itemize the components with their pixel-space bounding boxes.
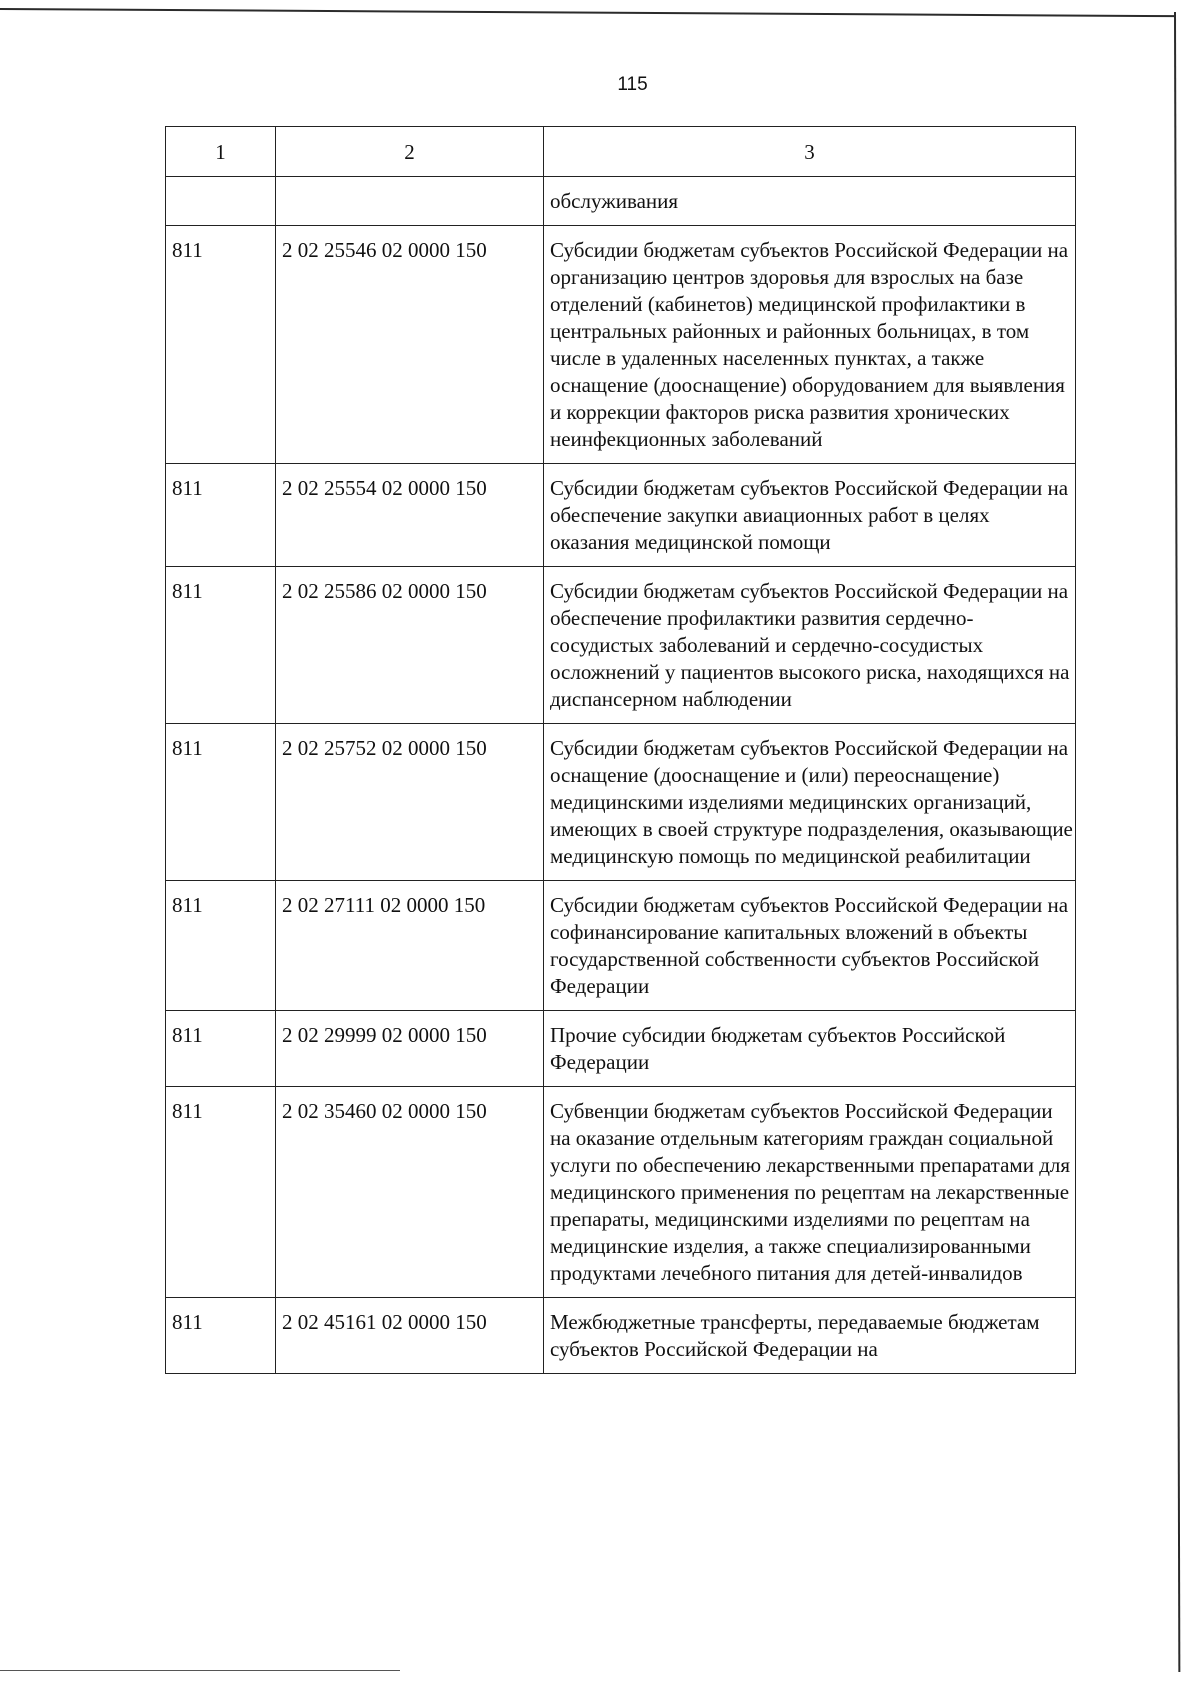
budget-code-cell: 2 02 29999 02 0000 150 [276,1011,544,1087]
admin-code-cell: 811 [166,1087,276,1298]
table-row [166,226,1076,464]
description-cell: Субсидии бюджетам субъектов Российской Федерации на оснащение (дооснащение и (или) переоснащение) медицинскими изделиями медицинских организаций, имеющих в своей структуре подразделения, оказывающие медицинскую помощь по медицинской реабилитации [544,724,1076,881]
table-row [166,464,1076,567]
budget-code-table [165,126,1076,1374]
header-col-2: 2 [276,127,544,177]
scan-border-top [0,8,1175,17]
scan-border-bottom [0,1670,400,1671]
table-row [166,567,1076,724]
scan-border-right [1174,12,1180,1672]
budget-code-cell: 2 02 45161 02 0000 150 [276,1298,544,1374]
description-cell: Субсидии бюджетам субъектов Российской Федерации на обеспечение профилактики развития сердечно-сосудистых заболеваний и сердечно-сосудистых осложнений у пациентов высокого риска, находящихся на диспансерном наблюдении [544,567,1076,724]
description-cell: Субсидии бюджетам субъектов Российской Федерации на организацию центров здоровья для взрослых на базе отделений (кабинетов) медицинской профилактики в центральных районных и районных больницах, в том числе в удаленных населенных пунктах, а также оснащение (дооснащение) оборудованием для выявления и коррекции факторов риска развития хронических неинфекционных заболеваний [544,226,1076,464]
budget-code-cell: 2 02 27111 02 0000 150 [276,881,544,1011]
budget-code-cell: 2 02 25546 02 0000 150 [276,226,544,464]
admin-code-cell: 811 [166,226,276,464]
table-row [166,177,1076,226]
budget-code-cell: 2 02 25554 02 0000 150 [276,464,544,567]
budget-code-cell: 2 02 25752 02 0000 150 [276,724,544,881]
admin-code-cell: 811 [166,464,276,567]
table-row [166,1011,1076,1087]
description-cell: Субсидии бюджетам субъектов Российской Федерации на обеспечение закупки авиационных работ в целях оказания медицинской помощи [544,464,1076,567]
admin-code-cell: 811 [166,724,276,881]
budget-code-cell: 2 02 25586 02 0000 150 [276,567,544,724]
header-col-3: 3 [544,127,1076,177]
budget-code-cell: 2 02 35460 02 0000 150 [276,1087,544,1298]
page-number: 115 [617,74,648,95]
description-cell: обслуживания [544,177,1076,226]
admin-code-cell [166,177,276,226]
table-row [166,724,1076,881]
description-cell: Субвенции бюджетам субъектов Российской Федерации на оказание отдельным категориям граждан социальной услуги по обеспечению лекарственными препаратами для медицинского применения по рецептам на лекарственные препараты, медицинскими изделиями по рецептам на медицинские изделия, а также специализированными продуктами лечебного питания для детей-инвалидов [544,1087,1076,1298]
admin-code-cell: 811 [166,1011,276,1087]
admin-code-cell: 811 [166,567,276,724]
table-row [166,881,1076,1011]
table-header-row [166,127,1076,177]
admin-code-cell: 811 [166,1298,276,1374]
admin-code-cell: 811 [166,881,276,1011]
table-row [166,1298,1076,1374]
table-row [166,1087,1076,1298]
description-cell: Межбюджетные трансферты, передаваемые бюджетам субъектов Российской Федерации на [544,1298,1076,1374]
header-col-1: 1 [166,127,276,177]
description-cell: Субсидии бюджетам субъектов Российской Федерации на софинансирование капитальных вложений в объекты государственной собственности субъектов Российской Федерации [544,881,1076,1011]
budget-code-cell [276,177,544,226]
description-cell: Прочие субсидии бюджетам субъектов Российской Федерации [544,1011,1076,1087]
